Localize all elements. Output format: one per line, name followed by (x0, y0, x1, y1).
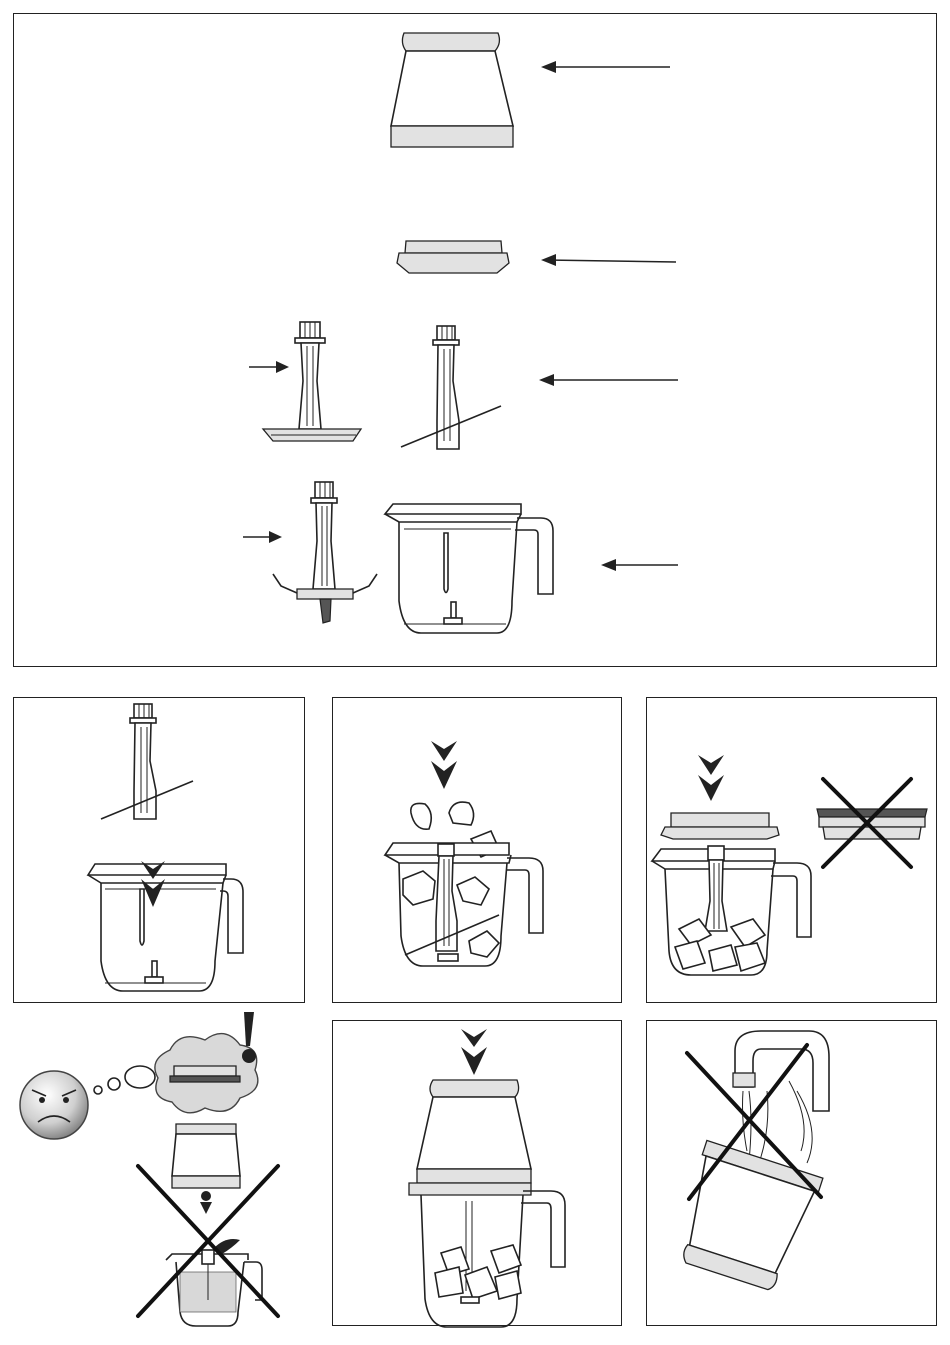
step-warning-panel (13, 1010, 305, 1330)
step-no-water-panel (646, 1020, 937, 1326)
parts-overview-drawing (14, 14, 938, 668)
bowl-part (385, 504, 553, 633)
parts-overview-panel (13, 13, 937, 667)
water-tap-icon (735, 1031, 829, 1111)
step-mount-motor-panel (332, 1020, 622, 1326)
lid-arrow (546, 260, 676, 262)
step-fit-lid-panel (646, 697, 937, 1003)
step-insert-blade-drawing (14, 698, 306, 1004)
step-add-ingredients-panel (332, 697, 622, 1003)
motor-unit-part (391, 33, 513, 147)
exclamation-icon (244, 1012, 254, 1046)
step-add-ingredients-drawing (333, 698, 623, 1004)
step-fit-lid-drawing (647, 698, 938, 1004)
blade-shaft-part (273, 482, 377, 623)
step-insert-blade-panel (13, 697, 305, 1003)
step-mount-motor-drawing (333, 1021, 623, 1327)
sad-face-icon (20, 1071, 88, 1139)
cutter-shaft-part (401, 326, 501, 449)
whisk-shaft-part (263, 322, 361, 441)
step-no-water-drawing (647, 1021, 938, 1327)
step-warning-drawing (13, 1010, 305, 1330)
splash-guard-lid-part (397, 241, 509, 273)
